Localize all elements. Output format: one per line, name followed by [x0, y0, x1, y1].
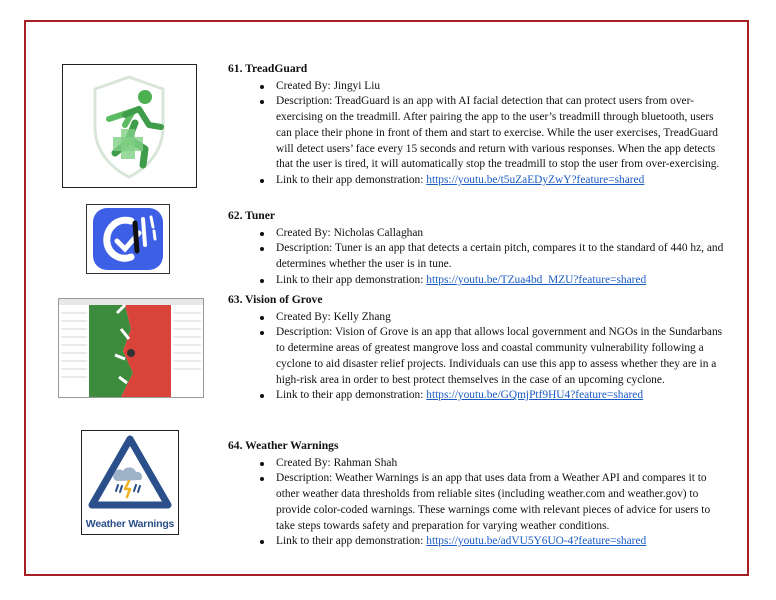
entry-link-item	[276, 388, 728, 404]
entry-treadguard	[228, 61, 728, 189]
weather-warnings-logo-text: Weather Warnings	[85, 518, 175, 530]
entry-created-by: Created By: Kelly Zhang	[276, 310, 728, 326]
vision-of-grove-screenshot	[58, 298, 204, 398]
entry-description: Description: Vision of Grove is an app that allows local government and NGOs in the Sundarbans to determine areas of greatest mangrove loss and coastal community vulnerability following a cyclone to aid disaster relief projects. Individuals can use this app to assess whether they are in a high-risk area in order to best protect themselves in the case of an upcoming cyclone.	[276, 325, 728, 388]
entry-link-prefix: Link to their app demonstration:	[276, 389, 427, 402]
entry-tuner	[228, 208, 728, 289]
entry-heading: 61. TreadGuard	[228, 62, 308, 75]
entry-link-prefix: Link to their app demonstration:	[276, 273, 427, 286]
running-person-shield-icon	[63, 65, 196, 187]
entry-link-item	[276, 173, 728, 189]
demo-link[interactable]: https://youtu.be/GQmjPtf9HU4?feature=shared	[426, 389, 644, 402]
entry-created-by: Created By: Nicholas Callaghan	[276, 226, 728, 242]
entry-created-by: Created By: Rahman Shah	[276, 456, 728, 472]
entry-heading: 62. Tuner	[228, 209, 276, 222]
entry-heading: 64. Weather Warnings	[228, 439, 339, 452]
entry-heading: 63. Vision of Grove	[228, 293, 323, 306]
entry-details	[228, 456, 728, 550]
entry-link-prefix: Link to their app demonstration:	[276, 535, 427, 548]
weather-warnings-logo	[81, 430, 179, 535]
entry-details	[228, 226, 728, 289]
entry-link-item	[276, 534, 728, 550]
tuner-logo	[86, 204, 170, 274]
entry-vision-of-grove	[228, 292, 728, 404]
weather-warning-triangle-icon	[82, 431, 178, 515]
entry-link-prefix: Link to their app demonstration:	[276, 173, 427, 186]
entry-description: Description: TreadGuard is an app with AI facial detection that can protect users from over-exercising on the treadmill. After pairing the app to the user’s treadmill through bluetooth, users can place their phone in front of them and start to exercise. While the user exercises, TreadGuard will detect users’ face every 15 seconds and return with various responses. When the app detects that the user is tired, it will automatically stop the treadmill to stop the user from over-exercising.	[276, 94, 728, 173]
entry-link-item	[276, 273, 728, 289]
entry-details	[228, 79, 728, 189]
entry-description: Description: Tuner is an app that detects a certain pitch, compares it to the standard of 440 hz, and determines whether the user is in tune.	[276, 241, 728, 272]
mangrove-map-icon	[59, 299, 203, 397]
entry-details	[228, 310, 728, 404]
tuner-icon	[87, 205, 169, 273]
entry-created-by: Created By: Jingyi Liu	[276, 79, 728, 95]
entry-description: Description: Weather Warnings is an app that uses data from a Weather API and compares it to other weather data thresholds from reliable sites (including weather.com and weather.gov) to provide color-coded warnings. These warnings come with relevant pieces of advice for users to take steps towards safety and preparation for varying weather conditions.	[276, 471, 728, 534]
demo-link[interactable]: https://youtu.be/TZua4bd_MZU?feature=shared	[426, 273, 647, 286]
treadguard-logo	[62, 64, 197, 188]
demo-link[interactable]: https://youtu.be/t5uZaEDyZwY?feature=shared	[426, 173, 645, 186]
demo-link[interactable]: https://youtu.be/adVU5Y6UO-4?feature=shared	[426, 535, 647, 548]
entry-weather-warnings	[228, 438, 728, 550]
